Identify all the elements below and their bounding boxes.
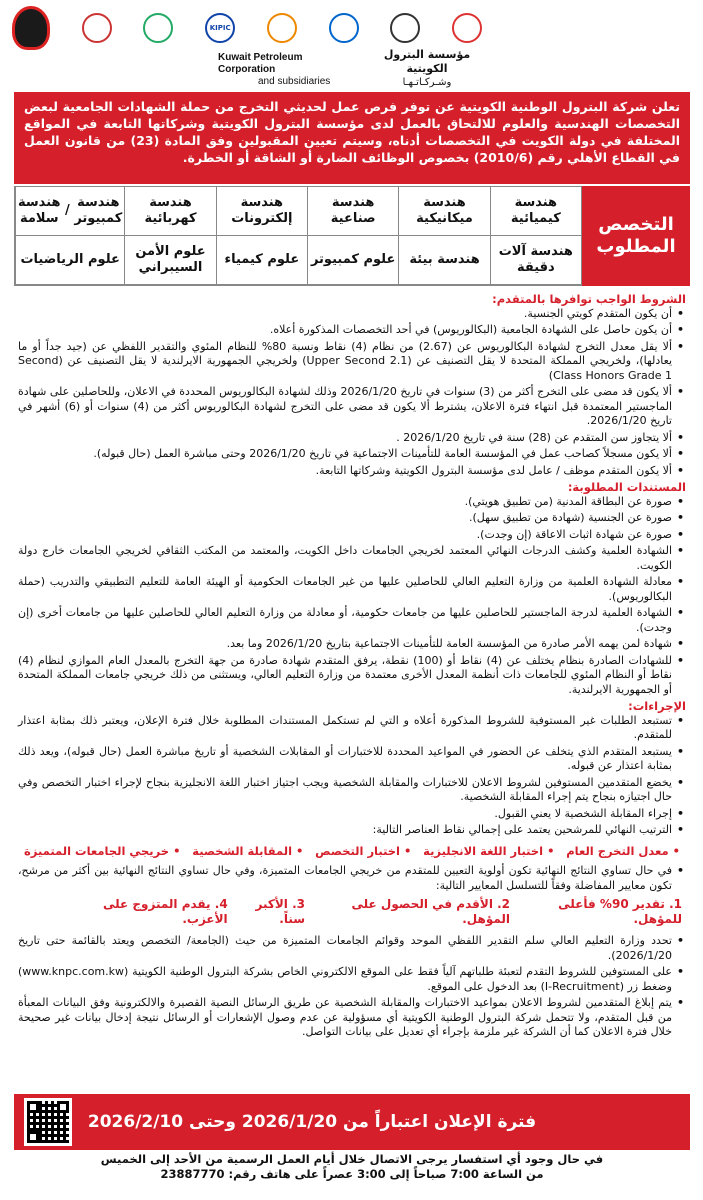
intro-announcement: تعلن شركة البترول الوطنية الكويتية عن توفر فرص عمل لحديثي التخرج من حملة الشهادات الجامعية لبعض التخصصات الهندسية والعلوم للالتحاق بالعمل لدى مؤسسة البترول الكويتية وشركاتها التابعة في المواقع المختلفة في دولة الكويت في التخصصات أدناه، وسيتم تعيين المقبولين وفق المادة (23) من قانون العمل في القطاع الأهلي رقم (2010/6) بخصوص الوظائف الضارة أو الشاقة أو الخطرة. bbox=[14, 92, 690, 184]
kipic-logo-icon: KIPIC bbox=[205, 13, 235, 43]
tie-criterion: 4. يقدم المتزوج على الأعزب. bbox=[102, 897, 228, 926]
list-item: • شهادة لمن يهمه الأمر صادرة من المؤسسة العامة للتأمينات الاجتماعية بتاريخ 2026/1/20 وما بعد. bbox=[18, 637, 686, 652]
list-item: • ألا يكون مسجلاً كصاحب عمل في المؤسسة العامة للتأمينات الاجتماعية في تاريخ 2026/1/20 وحتى مباشرة العمل (حال قبوله). bbox=[18, 447, 686, 462]
documents-title: المستندات المطلوبة: bbox=[567, 480, 686, 494]
knpc-logo-icon bbox=[267, 13, 297, 43]
conditions-list bbox=[18, 307, 686, 479]
specialty-text: هندسة سلامة bbox=[18, 195, 61, 226]
tie-criterion: 1. تقدير 90% فأعلى للمؤهل. bbox=[558, 897, 682, 926]
list-item: • ألا يكون المتقدم موظف / عامل لدى مؤسسة البترول الكويتية وشركاتها التابعة. bbox=[18, 464, 686, 479]
specialty-cell: هندسة آلات دقيقة bbox=[490, 236, 581, 285]
specialty-cell: هندسة كهربائية bbox=[124, 187, 215, 236]
qr-corner bbox=[27, 1131, 39, 1143]
list-item: • للشهادات الصادرة بنظام يختلف عن (4) نقاط أو (100) نقطة، يرفق المتقدم شهادة صادرة من جهة التخرج بالمعدل العام الموازي لنظام (4) نقاط أو النظام المئوي للجامعات ذات أنظمة المعدل الأخرى معتمدة من وزارة التعليم العالي، ويستثنى من ذلك خريجي جامعات المملكة المتحدة أو الجمهورية الايرلندية. bbox=[18, 654, 686, 698]
kuwait-logo-icon bbox=[82, 13, 112, 43]
specialty-cell: هندسة ميكانيكية bbox=[398, 187, 489, 236]
specialty-cell: هندسة كيميائية bbox=[490, 187, 581, 236]
specialties-title: التخصص المطلوب bbox=[582, 186, 690, 286]
qr-corner bbox=[57, 1101, 69, 1113]
ranking-criteria bbox=[24, 844, 680, 859]
corp-name-ar bbox=[362, 48, 492, 90]
tie-break-criteria bbox=[58, 897, 682, 926]
list-item: • صورة عن البطاقة المدنية (من تطبيق هويتي). bbox=[18, 495, 686, 510]
list-item: • على المستوفين للشروط التقدم لتعبئة طلباتهم آلياً فقط على الموقع الالكتروني الخاص بشركة البترول الوطنية الكويتية (www.knpc.com.kw) وضغط زر (I-Recruitment) بعد الدخول على الموقع. bbox=[18, 965, 686, 994]
specialty-cell: هندسة صناعية bbox=[307, 187, 398, 236]
list-item: • يتم إبلاغ المتقدمين لشروط الاعلان بمواعيد الاختبارات والمقابلة الشخصية عن طريق الرسائل النصية القصيرة والالكترونية وفق البيانات المعبأة من قبل المتقدم، ولا تتحمل شركة البترول الوطنية الكويتية أي مسؤولية عن عدم وصول الإشعارات أو الرسائل نتيجة إدخال بيانات غير صحيحة خلال فترة الاعلان كما أن الشركة غير ملزمة بإجراء أي تعديل على بيانات التواصل. bbox=[18, 996, 686, 1040]
list-item: • يخضع المتقدمين المستوفين لشروط الاعلان للاختبارات والمقابلة الشخصية ويجب اجتياز اختبار اللغة الانجليزية بنجاح لإجراء اختبار التخصص وفي حال اجتيازه بنجاح يتم إجراء المقابلة الشخصية. bbox=[18, 776, 686, 805]
specialties-table bbox=[14, 186, 690, 286]
list-item: • الشهادة العلمية وكشف الدرجات النهائي المعتمد لخريجي الجامعات داخل الكويت، والمعتمد من المكتب الثقافي لخريجي الجامعات خارج دولة الكويت. bbox=[18, 544, 686, 573]
kockw-logo-icon bbox=[390, 13, 420, 43]
qr-corner bbox=[27, 1101, 39, 1113]
criterion: • المقابلة الشخصية bbox=[192, 844, 303, 859]
list-item: • صورة عن الجنسية (شهادة من تطبيق سهل). bbox=[18, 511, 686, 526]
kgoc-logo-icon bbox=[329, 13, 359, 43]
specialty-cell: هندسة إلكترونات bbox=[216, 187, 307, 236]
specialty-text: هندسة كمبيوتر bbox=[74, 195, 123, 226]
qr-pattern bbox=[27, 1101, 69, 1143]
contact-info bbox=[14, 1152, 690, 1182]
list-item: • ألا يتجاوز سن المتقدم عن (28) سنة في تاريخ 2026/1/20 . bbox=[18, 431, 686, 446]
list-item: • تستبعد الطلبات غير المستوفية للشروط المذكورة أعلاه و التي لم تستكمل المستندات المطلوبة خلال فترة الإعلان، ويعتبر ذلك بمثابة اعتذار للمتقدم. bbox=[18, 714, 686, 743]
list-item: • ألا يقل معدل التخرج لشهادة البكالوريوس عن (2.67) من نظام (4) نقاط ونسبة 80% للنظام المئوي والتقدير اللفظي عن (جيد جداً أو ما يعادلها)، ولخريجي المملكة المتحدة لا يقل التصنيف عن (Upper Second 2.1) ولخريجي الجمهورية الايرلندية لا يقل التصنيف عن (Second Class Honors Grade 1) bbox=[18, 340, 686, 384]
procedures-title: الإجراءات: bbox=[628, 699, 686, 713]
corp-ar-line1: مؤسسة البترول الكويتية bbox=[383, 48, 471, 75]
tie-criterion: 3. الأكبر سناً. bbox=[255, 897, 306, 926]
specialty-cell: هندسة بيئة bbox=[398, 236, 489, 285]
documents-list bbox=[18, 495, 686, 698]
specialty-cell: علوم الرياضيات bbox=[15, 236, 124, 285]
list-item: • الشهادة العلمية لدرجة الماجستير للحاصلين عليها من جامعات حكومية، أو معادلة من وزارة التعليم العالي للحاصلين عليها من جامعات أخرى (إن وجدت). bbox=[18, 606, 686, 635]
kpi-logo-icon bbox=[452, 13, 482, 43]
list-item: • أن يكون حاصل على الشهادة الجامعية (البكالوريوس) في أحد التخصصات المذكورة أعلاه. bbox=[18, 323, 686, 338]
qr-code-icon[interactable] bbox=[24, 1098, 72, 1146]
specialty-cell: علوم كمبيوتر bbox=[307, 236, 398, 285]
tie-break-list bbox=[18, 864, 686, 893]
specialty-cell: علوم الأمن السيبراني bbox=[124, 236, 215, 285]
criterion: • معدل التخرج العام bbox=[566, 844, 680, 859]
tie-criterion: 2. الأقدم في الحصول على المؤهل. bbox=[351, 897, 511, 926]
logo-strip bbox=[12, 8, 482, 48]
list-item: • إجراء المقابلة الشخصية لا يعني القبول. bbox=[18, 807, 686, 822]
petroleum-logo-icon bbox=[143, 13, 173, 43]
corp-ar-line2: وشـركـاتـهـا bbox=[402, 77, 452, 88]
criterion: • اختبار التخصص bbox=[315, 844, 411, 859]
list-item: • يستبعد المتقدم الذي يتخلف عن الحضور في المواعيد المحددة للاختبارات أو المقابلات الشخصية أو تاريخ مباشرة العمل (حال قبوله)، ويعد ذلك بمثابة اعتذار عن قبوله. bbox=[18, 745, 686, 774]
final-notes-list bbox=[18, 934, 686, 1040]
list-item: • تحدد وزارة التعليم العالي سلم التقدير اللفظي الموحد وقوائم الجامعات المتميزة من حيث (الجامعة/ التخصص ويعتد بالقائمة حتى تاريخ 2026/1/20). bbox=[18, 934, 686, 963]
corp-en-line2: and subsidiaries bbox=[258, 76, 331, 87]
specialty-cell: علوم كيمياء bbox=[216, 236, 307, 285]
list-item: • صورة عن شهادة اثبات الاعاقة (إن وجدت). bbox=[18, 528, 686, 543]
body-content bbox=[18, 290, 686, 1042]
announcement-period: فترة الإعلان اعتباراً من 2026/1/20 وحتى 2026/2/10 bbox=[87, 1112, 537, 1132]
conditions-title: الشروط الواجب توافرها بالمتقدم: bbox=[492, 292, 686, 306]
procedures-list bbox=[18, 714, 686, 838]
list-item: • الترتيب النهائي للمرشحين يعتمد على إجمالي نقاط العناصر التالية: bbox=[18, 823, 686, 838]
kpc-logo-icon bbox=[12, 6, 50, 50]
criterion: • اختبار اللغة الانجليزية bbox=[423, 844, 554, 859]
contact-line1: في حال وجود أي استفسار يرجى الاتصال خلال أيام العمل الرسمية من الأحد إلى الخميس bbox=[100, 1152, 604, 1166]
corp-name-en bbox=[218, 52, 353, 88]
list-item: • أن يكون المتقدم كويتي الجنسية. bbox=[18, 307, 686, 322]
corp-en-line1: Kuwait Petroleum Corporation bbox=[218, 52, 303, 75]
contact-line2: من الساعة 7:00 صباحاً إلى 3:00 عصراً على هاتف رقم: 23887770 bbox=[160, 1167, 544, 1181]
specialty-cell: هندسة كمبيوتر / هندسة سلامة bbox=[15, 187, 124, 236]
announcement-period-banner bbox=[14, 1094, 690, 1150]
specialties-grid bbox=[14, 186, 582, 286]
header bbox=[0, 0, 703, 90]
list-item: • معادلة الشهادة العلمية من وزارة التعليم العالي للحاصلين عليها من غير الجامعات الحكومية أو الهيئة العامة للتعليم التطبيقي والتدريب (حملة البكالوريوس). bbox=[18, 575, 686, 604]
list-item: • في حال تساوي النتائج النهائية تكون أولوية التعيين للمتقدم من خريجي الجامعات المتميزة، وفي حال تساوي النتائج النهائية بين أكثر من مرشح، تكون معايير المفاضلة وفقاً للتسلسل المعايير التالية: bbox=[18, 864, 686, 893]
list-item: • ألا يكون قد مضى على التخرج أكثر من (3) سنوات في تاريخ 2026/1/20 وذلك لشهادة البكالوريوس المحددة في الاعلان، وللحاصلين على شهادة الماجستير المعتمدة قبل انتهاء فترة الاعلان، يشترط ألا يكون قد مضى على التخرج لشهادة البكالوريوس أكثر من (4) سنوات أو (6) أشهر في تاريخ 2026/1/20. bbox=[18, 385, 686, 429]
criterion: • خريجي الجامعات المتميزة bbox=[24, 844, 180, 859]
